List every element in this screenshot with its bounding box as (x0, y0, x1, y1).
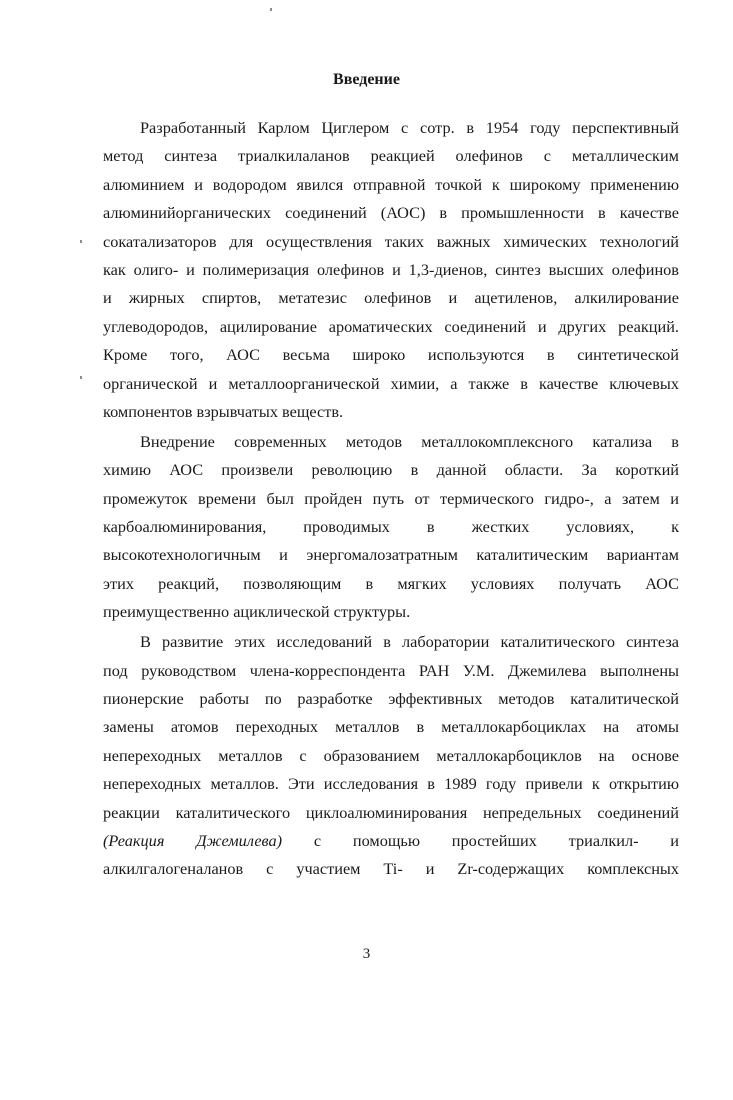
text-line: химию АОС произвели революцию в данной области. За короткий (103, 460, 679, 480)
scan-speck (80, 376, 82, 379)
section-title: Введение (333, 71, 400, 88)
text-line: непереходных металлов. Эти исследования в 1989 году привели к открытию (103, 774, 679, 794)
text-line: и жирных спиртов, метатезис олефинов и ацетиленов, алкилирование (103, 288, 679, 308)
text-line: алкилгалогеналанов с участием Ti- и Zr-содержащих комплексных (103, 859, 679, 879)
text-line: сокатализаторов для осуществления таких важных химических технологий (103, 231, 679, 251)
text-line: карбоалюминирования, проводимых в жестких условиях, к (103, 517, 679, 537)
paragraph (103, 628, 679, 884)
text-line: алюминием и водородом явился отправной точкой к широкому применению (103, 174, 679, 194)
text-line: высокотехнологичным и энергомалозатратным каталитическим вариантам (103, 545, 679, 565)
text-line: Разработанный Карлом Циглером с сотр. в 1954 году перспективный (140, 118, 679, 137)
scan-speck (80, 240, 82, 243)
text-line: Кроме того, АОС весьма широко используются в синтетической (103, 345, 679, 365)
text-line: пионерские работы по разработке эффективных методов каталитической (103, 689, 679, 708)
text-line: как олиго- и полимеризация олефинов и 1,3-диенов, синтез высших олефинов (103, 259, 679, 279)
paragraph (103, 428, 679, 627)
text-line: этих реакций, позволяющим в мягких условиях получать АОС (103, 573, 679, 593)
text-line: метод синтеза триалкилаланов реакцией олефинов с металлическим (103, 146, 679, 166)
text-line: углеводородов, ацилирование ароматических соединений и других реакций. (103, 316, 679, 336)
text-line: преимущественно ациклической структуры. (103, 602, 411, 622)
page-number: 3 (362, 946, 371, 962)
scan-speck (270, 8, 272, 11)
text-line: под руководством члена-корреспондента РАН У.М. Джемилева выполнены (103, 660, 679, 680)
text-line (103, 827, 679, 855)
italic-term: (Реакция Джемилева) (103, 830, 283, 850)
text-span: с помощью простейших триалкил- и (282, 830, 679, 850)
text-line: алюминийорганических соединений (АОС) в промышленности в качестве (103, 203, 679, 223)
text-line: промежуток времени был пройден путь от термического гидро-, а затем и (103, 488, 679, 508)
text-line: Внедрение современных методов металлокомплексного катализа в (140, 431, 679, 451)
text-line: В развитие этих исследований в лаборатории каталитического синтеза (140, 632, 679, 652)
text-line: компонентов взрывчатых веществ. (103, 401, 344, 421)
paragraph (103, 114, 679, 426)
text-line: замены атомов переходных металлов в металлокарбоциклах на атомы (103, 717, 679, 737)
text-line: реакции каталитического циклоалюминирования непредельных соединений (103, 802, 679, 822)
text-line: непереходных металлов с образованием металлокарбоциклов на основе (103, 745, 679, 765)
text-line: органической и металлоорганической химии, а также в качестве ключевых (103, 373, 679, 393)
body-text (103, 114, 679, 884)
